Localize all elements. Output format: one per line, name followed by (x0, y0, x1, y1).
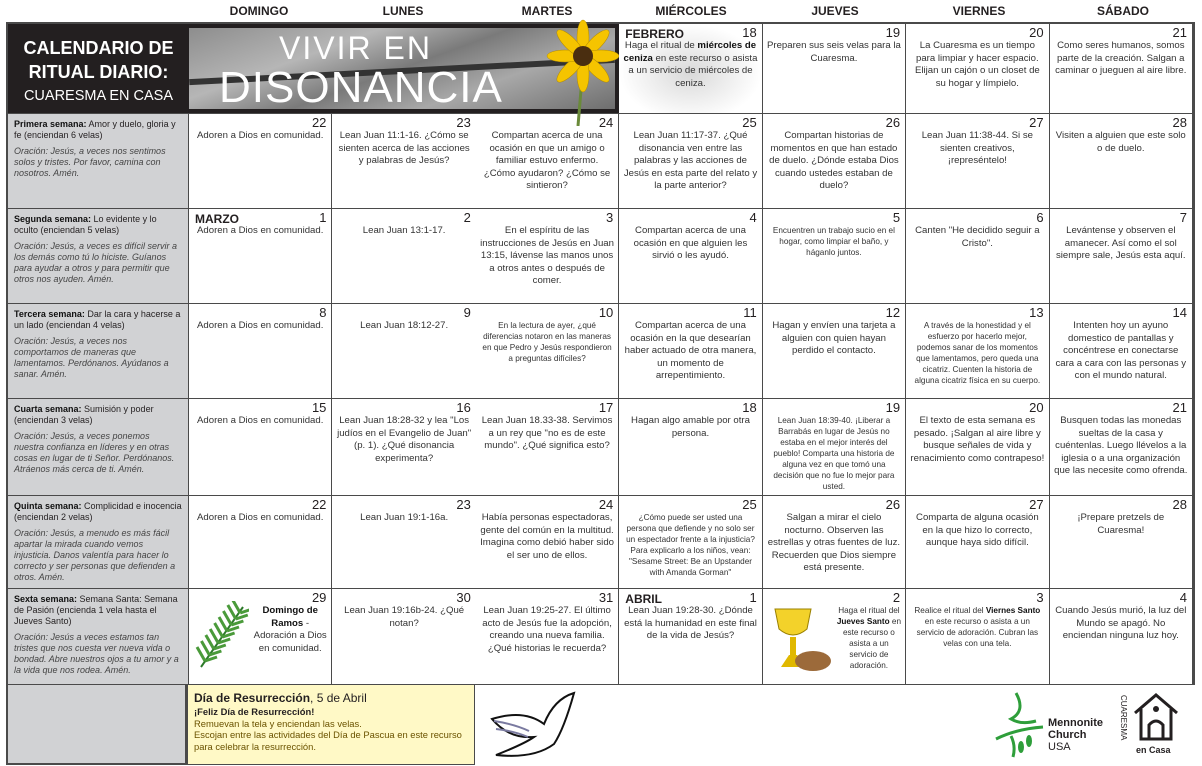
day-activity (767, 320, 901, 358)
calendar-title (8, 36, 189, 108)
activity-text: El texto de esta semana es pesado. ¡Salgan al aire libre y busque señales de vida y renacimiento como contrapeso! (910, 415, 1045, 464)
day-number: 14 (1172, 305, 1187, 320)
activity-text: Adoren a Dios en comunidad. (197, 415, 324, 426)
day-activity (1054, 415, 1188, 478)
day-activity (1054, 40, 1188, 78)
week-prayer: Oración: Jesús, a menudo es más fácil apartar la mirada cuando vemos injusticia. Danos valentía para hacer lo correcto y ser personas que defienden a otros. Amén. (14, 528, 176, 582)
day-cell (332, 496, 475, 589)
week-prayer: Oración: Jesús, a veces nos comportamos de maneras que lamentamos. Perdónanos. Ayúdanos a sanar. Amén. (14, 336, 169, 379)
day-activity (480, 512, 614, 562)
day-activity (623, 225, 757, 263)
activity-text: Preparen sus seis velas para la Cuaresma. (766, 40, 901, 64)
week-theme: Lo evidente y lo oculto (enciendan 5 velas) (14, 214, 157, 235)
banner-title-main: DISONANCIA (219, 63, 503, 109)
activity-text: Lean Juan 18.33-38. Servimos a un rey que "no es de este mundo". ¿Qué significa esto? (481, 415, 613, 451)
day-number: 23 (456, 115, 471, 130)
day-number: 26 (885, 115, 901, 130)
day-activity (1054, 320, 1188, 383)
activity-text: Comparta de alguna ocasión en la que hizo lo correcto, aunque haya sido difícil. (916, 512, 1039, 548)
activity-text: - Adoración a Dios en comunidad. (253, 617, 327, 654)
activity-text: Había personas espectadoras, gente del común en la multitud. Imagina como debió haber sido el ser uno de ellos. (480, 512, 614, 561)
day-cell (906, 496, 1049, 589)
activity-text: La Cuaresma es un tiempo para limpiar y hacer espacio. Elijan un cajón o un closet de su hogar y límpielo. (914, 40, 1040, 89)
day-activity (1054, 605, 1188, 643)
day-cell (906, 24, 1049, 114)
day-cell (619, 304, 762, 399)
day-activity (767, 130, 901, 193)
day-number: 10 (598, 305, 614, 320)
day-activity (623, 40, 757, 90)
day-activity (767, 225, 901, 258)
week-heading: Tercera semana: (14, 309, 85, 319)
day-activity (1054, 225, 1188, 263)
activity-text: Visiten a alguien que este solo o de duelo. (1055, 130, 1186, 154)
activity-text: Adoren a Dios en comunidad. (197, 130, 324, 141)
day-activity (480, 320, 614, 364)
activity-text: Adoren a Dios en comunidad. (197, 225, 324, 236)
activity-text: Intenten hoy un ayuno domestico de pantallas y concéntrese en conectarse cara a cara con las personas y con el mundo natural. (1055, 320, 1187, 381)
day-activity (336, 512, 471, 525)
logo-text: USA (1048, 741, 1071, 753)
day-number: 18 (742, 25, 757, 40)
day-number: 21 (1172, 400, 1187, 415)
mennonite-dove-logo (991, 691, 1046, 761)
week-heading: Quinta semana: (14, 501, 82, 511)
easter-heading: ¡Feliz Día de Resurrección! (194, 706, 315, 717)
activity-text: Compartan historias de momentos en que han estado de duelo. ¿Dónde estaba Dios cuando ustedes estaban de duelo? (769, 130, 899, 191)
weekday-label: SÁBADO (1096, 4, 1149, 18)
day-number: 15 (311, 400, 327, 415)
day-number: 8 (319, 305, 327, 320)
activity-highlight: Domingo de Ramos (262, 605, 318, 629)
day-cell (619, 399, 762, 496)
activity-text: en este recurso o asista a un servicio de miércoles de ceniza. (628, 52, 758, 89)
week-heading: Primera semana: (14, 119, 87, 129)
day-number: 18 (742, 400, 757, 415)
day-activity (193, 512, 327, 525)
day-cell (332, 589, 475, 685)
activity-text: Como seres humanos, somos parte de la creación. Salgan a caminar o jueguen al aire libre. (1055, 40, 1187, 76)
banner-title-top: VIVIR EN (279, 30, 432, 66)
activity-text: Lean Juan 11:38-44. Si se sienten creativos, ¡represéntelo! (921, 130, 1033, 166)
day-cell (476, 496, 619, 589)
house-icon (1131, 691, 1181, 741)
day-activity (480, 225, 614, 288)
day-number: 7 (1179, 210, 1187, 225)
day-cell (763, 114, 906, 209)
day-cell (763, 209, 906, 304)
day-cell (189, 304, 332, 399)
week-sidebar (8, 496, 189, 589)
week-prayer: Oración: Jesús, a veces es difícil servir a los demás como tú lo hiciste. Guíanos para ayudar a otros y para permitir que otros nos ayuden. Amén. (14, 241, 178, 284)
activity-text: Lean Juan 11:1-16. ¿Cómo se sienten acerca de las acciones y palabras de Jesús? (338, 130, 470, 166)
day-cell (763, 496, 906, 589)
day-activity (910, 130, 1044, 168)
day-cell (189, 399, 332, 496)
day-cell (189, 209, 332, 304)
day-activity (623, 512, 757, 578)
day-cell (476, 589, 619, 685)
day-activity (480, 130, 614, 193)
day-cell (619, 24, 762, 114)
day-cell (1050, 24, 1193, 114)
week-heading: Segunda semana: (14, 214, 92, 224)
footer-row (6, 685, 1195, 765)
day-cell (476, 399, 619, 496)
day-cell (763, 24, 906, 114)
mennonite-church-logo-text (1048, 717, 1103, 753)
month-label: FEBRERO (625, 27, 684, 41)
day-number: 23 (456, 497, 471, 512)
activity-text: Adoren a Dios en comunidad. (197, 320, 324, 331)
weekday-label: DOMINGO (229, 4, 289, 18)
activity-text: En el espíritu de las instrucciones de Jesús en Juan 13:15, lávense las manos unos a otros antes o después de comer. (480, 225, 614, 286)
day-number: 17 (598, 400, 614, 415)
day-activity (1054, 130, 1188, 155)
activity-text: Lean Juan 19:16b-24. ¿Qué notan? (344, 605, 465, 629)
logo-text: Church (1048, 729, 1087, 741)
day-activity (193, 225, 327, 238)
activity-text: Lean Juan 19:28-30. ¿Dónde está la humanidad en este final de la vida de Jesús? (624, 605, 757, 641)
day-activity (480, 605, 614, 655)
day-cell (906, 399, 1049, 496)
day-activity (336, 605, 471, 630)
activity-text: Haga el ritual de (624, 40, 698, 51)
day-cell (763, 589, 906, 685)
day-activity (623, 320, 757, 383)
day-number: 4 (1179, 590, 1187, 605)
week-sidebar (8, 304, 189, 399)
day-cell (763, 399, 906, 496)
day-number: 29 (311, 590, 327, 605)
day-number: 1 (749, 590, 757, 605)
easter-date: , 5 de Abril (310, 691, 367, 705)
day-activity (336, 130, 471, 168)
activity-text: Canten "He decidido seguir a Cristo". (915, 225, 1040, 249)
day-number: 25 (742, 497, 757, 512)
week-theme: Amor y duelo, gloria y fe (enciendan 6 velas) (14, 119, 176, 140)
day-number: 2 (892, 590, 901, 605)
day-number: 27 (1029, 115, 1044, 130)
easter-title: Día de Resurrección (194, 691, 311, 705)
week-sidebar (8, 399, 189, 496)
weekday-label: JUEVES (811, 4, 859, 18)
activity-text: Lean Juan 18:39-40. ¡Liberar a Barrabás en lugar de Jesús no estaba en el mejor interés del pueblo! Comparta una historia de alguna vez en que tomó una decisión que no fue lo mejor para usted. (773, 416, 895, 491)
activity-highlight: miércoles de ceniza (623, 40, 757, 64)
week-prayer: Oración: Jesús, a veces nos sentimos solos y tristes. Por favor, camina con nosotros. Amén. (14, 146, 166, 178)
day-activity (193, 130, 327, 143)
day-cell (619, 209, 762, 304)
activity-text: Compartan acerca de una ocasión en que un amigo o familiar estuvo enfermo. ¿Cómo ayudaron? ¿Cómo se sintieron? (483, 130, 611, 191)
day-cell (189, 496, 332, 589)
day-cell (476, 209, 619, 304)
day-cell (906, 589, 1049, 685)
week-theme: Dar la cara y hacerse a un lado (enciendan 4 velas) (14, 309, 181, 330)
activity-text: Hagan y envíen una tarjeta a alguien con quien hayan perdido el contacto. (772, 320, 896, 356)
activity-text: Busquen todas las monedas sueltas de la casa y cuéntenlas. Luego llévelos a la iglesia o a una organización que las necesite como ofrenda. (1054, 415, 1188, 476)
day-number: 27 (1029, 497, 1044, 512)
day-number: 13 (1029, 305, 1044, 320)
day-number: 3 (1036, 590, 1044, 605)
day-number: 19 (885, 25, 901, 40)
weekday-label: MARTES (521, 4, 573, 18)
day-number: 12 (885, 305, 901, 320)
activity-highlight: Jueves Santo (836, 617, 890, 626)
day-cell (1050, 496, 1193, 589)
day-activity (767, 40, 901, 65)
activity-text: Adoren a Dios en comunidad. (197, 512, 324, 523)
day-cell (619, 589, 762, 685)
day-number: 6 (1036, 210, 1044, 225)
day-number: 21 (1172, 25, 1187, 40)
day-cell (1050, 114, 1193, 209)
dove-icon (484, 689, 584, 761)
month-label: MARZO (195, 212, 239, 226)
calendar (6, 22, 1195, 765)
day-activity (910, 512, 1044, 550)
chalice-bread-icon (769, 607, 833, 677)
easter-box (187, 685, 475, 765)
day-number: 28 (1172, 115, 1187, 130)
activity-text: Lean Juan 19:1-16a. (360, 512, 449, 523)
day-activity (910, 320, 1044, 386)
day-activity (336, 225, 471, 238)
day-cell (906, 209, 1049, 304)
week-prayer: Oración: Jesús, a veces ponemos nuestra confianza en líderes y en otras cosas en lugar de ti Señor. Perdónanos. Atráenos más cerca de ti. Amén. (14, 431, 175, 474)
day-number: 11 (743, 305, 757, 320)
day-number: 25 (742, 115, 757, 130)
activity-text: Lean Juan 19:25-27. El último acto de Jesús fue la adopción, creando una nueva familia. ¿Qué historias le recuerda? (482, 605, 612, 654)
week-prayer: Oración: Jesús a veces estamos tan tristes que nos cuesta ver nueva vida o bondad. Abre nuestros ojos a tu amor y a la vida que nos rodea. Amén. (14, 632, 179, 675)
activity-highlight: Viernes Santo (985, 606, 1041, 615)
month-label: ABRIL (625, 592, 662, 606)
day-activity (480, 415, 614, 453)
easter-text: Escojan entre las actividades del Día de Pascua en este recurso para celebrar la resurrección. (194, 729, 462, 752)
week-theme: Semana Santa: Semana de Pasión (encienda 1 vela hasta el Jueves Santo) (14, 594, 178, 626)
activity-text: ¡Prepare pretzels de Cuaresma! (1077, 512, 1165, 536)
day-cell (619, 114, 762, 209)
activity-text: Encuentren un trabajo sucio en el hogar, como limpiar el baño, y háganlo juntos. (772, 226, 895, 257)
day-number: 30 (456, 590, 471, 605)
activity-text: ¿Cómo puede ser usted una persona que defiende y no solo ser un espectador frente a la injusticia? Para explicarlo a los niños, vean: "Sesame Street: Be an Upstander with Amanda Gorman" (626, 513, 755, 577)
day-cell (189, 589, 332, 685)
day-number: 1 (319, 210, 327, 225)
day-number: 26 (885, 497, 901, 512)
day-cell (332, 304, 475, 399)
day-number: 5 (892, 210, 901, 225)
day-cell (189, 114, 332, 209)
activity-text: Salgan a mirar el cielo nocturno. Observen las estrellas y otras fuentes de luz. Recuerden que Dios siempre está presente. (767, 512, 901, 573)
day-activity (910, 415, 1044, 465)
activity-text: Hagan algo amable por otra persona. (631, 415, 750, 439)
calendar-grid (6, 22, 1195, 685)
title-line: CALENDARIO DE (23, 38, 174, 58)
week-sidebar (8, 209, 189, 304)
day-cell (763, 304, 906, 399)
day-cell (906, 304, 1049, 399)
day-number: 31 (598, 590, 614, 605)
day-number: 4 (749, 210, 757, 225)
weekday-header (187, 0, 1195, 22)
day-cell (332, 399, 475, 496)
en-casa-logo-text: en Casa (1136, 745, 1171, 755)
day-cell (1050, 399, 1193, 496)
weekday-label: VIERNES (952, 4, 1006, 18)
day-number: 22 (311, 497, 327, 512)
day-number: 24 (598, 115, 614, 130)
day-number: 22 (311, 115, 327, 130)
activity-text: en este recurso o asista a un servicio de adoración. (842, 617, 902, 670)
day-activity (623, 130, 757, 193)
day-cell (476, 304, 619, 399)
day-number: 2 (463, 210, 471, 225)
weekday-label: LUNES (382, 4, 424, 18)
day-number: 3 (606, 210, 614, 225)
activity-text: Lean Juan 11:17-37. ¿Qué disonancia ven entre las palabras y las acciones de Jesús en esta parte del relato y la parte anterior? (623, 130, 758, 191)
day-cell (476, 114, 619, 209)
cuaresma-logo-text: CUARESMA (1119, 695, 1128, 741)
day-number: 20 (1029, 25, 1044, 40)
activity-text: Realice el ritual del (914, 606, 986, 615)
day-cell (332, 209, 475, 304)
day-activity (767, 512, 901, 575)
activity-text: Compartan acerca de una ocasión en que alguien les sirvió o les ayudó. (633, 225, 748, 261)
day-number: 9 (463, 305, 471, 320)
day-activity (623, 605, 757, 643)
activity-text: Compartan acerca de una ocasión en la que desearían haber actuado de otra manera, un momento de arrepentimiento. (624, 320, 757, 381)
day-cell (619, 496, 762, 589)
day-cell (1050, 304, 1193, 399)
day-number: 19 (885, 400, 901, 415)
day-activity (910, 40, 1044, 90)
day-activity (910, 225, 1044, 250)
day-activity (193, 415, 327, 428)
day-number: 20 (1029, 400, 1044, 415)
day-cell (1050, 589, 1193, 685)
weekday-label: MIÉRCOLES (655, 4, 727, 18)
day-number: 24 (598, 497, 614, 512)
title-line: RITUAL DIARIO: (28, 62, 169, 82)
title-subtitle: CUARESMA EN CASA (23, 88, 174, 104)
week-heading: Cuarta semana: (14, 404, 82, 414)
activity-text: En la lectura de ayer, ¿qué diferencias notaron en las maneras en que Pedro y Jesús respondieron a preguntas difíciles? (482, 321, 612, 363)
day-activity (336, 320, 471, 333)
footer-sidebar (6, 685, 187, 765)
activity-text: Lean Juan 18:28-32 y lea "Los judíos en el Evangelio de Juan" (p. 1). ¿Qué disonancia experimenta? (337, 415, 472, 464)
day-activity (336, 415, 471, 465)
activity-text: Levántense y observen el amanecer. Así como el sol siempre sale, Jesús esta aquí. (1055, 225, 1186, 261)
week-theme: Sumisión y poder (enciendan 3 velas) (14, 404, 154, 425)
day-activity (767, 415, 901, 492)
day-number: 28 (1172, 497, 1187, 512)
palm-leaf-icon (193, 601, 249, 671)
week-sidebar (8, 589, 189, 685)
activity-text: Cuando Jesús murió, la luz del Mundo se apagó. No enciendan ninguna luz hoy. (1055, 605, 1187, 641)
title-banner (8, 24, 619, 114)
activity-text: en este recurso o asista a un servicio de adoración. Cubran las velas con una tela. (916, 617, 1039, 648)
day-number: 16 (456, 400, 471, 415)
sunflower-icon (538, 16, 628, 126)
day-activity (1054, 512, 1188, 537)
day-cell (332, 114, 475, 209)
activity-text: A través de la honestidad y el esfuerzo por hacerlo mejor, podemos sanar de los momentos que lamentamos, pero queda una cicatriz. Cuenten la historia de alguna cicatriz física en su cuerpo. (914, 321, 1041, 385)
easter-text: Remuevan la tela y enciendan las velas. (194, 717, 362, 729)
day-cell (906, 114, 1049, 209)
day-cell (1050, 209, 1193, 304)
week-sidebar (8, 114, 189, 209)
activity-text: Haga el ritual del (838, 606, 900, 615)
logo-text: Mennonite (1048, 717, 1103, 729)
week-heading: Sexta semana: (14, 594, 78, 604)
day-activity (623, 415, 757, 440)
activity-text: Lean Juan 18:12-27. (360, 320, 449, 331)
activity-text: Lean Juan 13:1-17. (362, 225, 446, 236)
day-activity (910, 605, 1044, 649)
day-activity (193, 320, 327, 333)
week-theme: Complicidad e inocencia (enciendan 2 velas) (14, 501, 182, 522)
